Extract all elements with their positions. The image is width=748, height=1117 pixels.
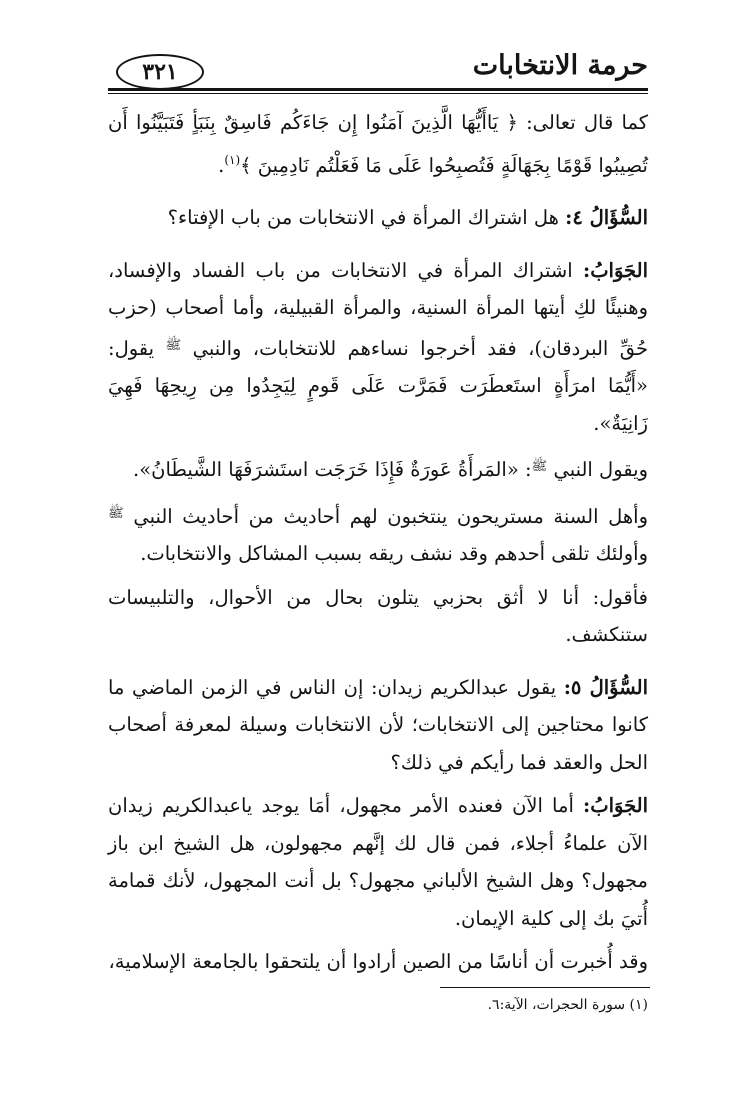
header-rule	[108, 88, 648, 91]
sunnah-text-2: وأولئك تلقى أحدهم وقد نشف ريقه بسبب المشاكل والانتخابات.	[140, 542, 648, 565]
honorific-icon: ﷺ	[165, 337, 182, 353]
question-4-text: هل اشتراك المرأة في الانتخابات من باب الإفتاء؟	[167, 206, 559, 229]
footnote-number: (١)	[629, 997, 648, 1013]
footnote-ref: (١)	[224, 152, 241, 167]
verse-text: كما قال تعالى: ﴿ يَاأَيُّهَا الَّذِينَ آمَنُوا إِن جَاءَكُم فَاسِقٌ بِنَبَأٍ فَتَبَيَّنُوا أَن تُصِيبُوا قَوْمًا بِجَهَالَةٍ فَتُصبِحُوا عَلَى مَا فَعَلْتُم نَادِمِينَ ﴾	[108, 111, 648, 177]
verse-paragraph	[108, 104, 648, 184]
aqul-paragraph: فأقول: أنا لا أثق بحزبي يتلون بحال من الأحوال، والتلبيسات ستنكشف.	[108, 585, 648, 646]
honorific-icon: ﷺ	[531, 459, 548, 474]
header-rule-thin	[108, 93, 648, 94]
answer-4-label: الجَوَابُ:	[583, 258, 648, 282]
hadith-intro: ويقول النبي	[553, 458, 648, 481]
answer-5-text: أما الآن فعنده الأمر مجهول، أمَا يوجد ياعبدالكريم زيدان الآن علماءُ أجلاء، فمن قال لك إنَّهم مجهولون، هل الشيخ ابن باز مجهول؟ وهل الشيخ الألباني مجهول؟ بل أنت المجهول، لأنك قمامة أُتيَ بك إلى كلية الإيمان.	[108, 794, 648, 930]
answer-4	[108, 252, 648, 443]
hadith-text: : «المَرأَةُ عَورَةٌ فَإِذَا خَرَجَت استَشرَفَهَا الشَّيطَانُ».	[133, 458, 532, 481]
answer-5	[108, 787, 648, 937]
footnote-text: سورة الحجرات، الآية:٦.	[487, 997, 626, 1013]
page-header	[108, 48, 648, 92]
answer-4-text-2: يقول: «أَيُّمَا امرَأَةٍ استَعطَرَت فَمَرَّت عَلَى قَومٍ لِيَجِدُوا مِن رِيحِهَا فَهِيَ زَانِيَةٌ».	[108, 336, 648, 435]
question-5-text: يقول عبدالكريم زيدان: إن الناس في الزمن الماضي ما كانوا محتاجين إلى الانتخابات؛ لأن الانتخابات وسيلة لمعرفة أصحاب الحل والعقد فما رأيكم في ذلك؟	[108, 675, 648, 774]
last-paragraph: وقد أُخبرت أن أناسًا من الصين أرادوا أن يلتحقوا بالجامعة الإسلامية،	[108, 950, 648, 973]
footnote-rule	[440, 987, 650, 988]
question-4	[108, 199, 648, 237]
sunnah-text-1: وأهل السنة مستريحون ينتخبون لهم أحاديث من أحاديث النبي	[133, 504, 648, 528]
question-5	[108, 669, 648, 782]
answer-5-label: الجَوَابُ:	[583, 794, 649, 817]
book-title: حرمة الانتخابات	[472, 50, 648, 81]
hadith-paragraph	[108, 448, 648, 489]
question-5-label: السُّؤَالُ ٥:	[563, 675, 648, 699]
sunnah-paragraph	[108, 495, 648, 573]
verse-end: .	[218, 153, 225, 177]
page-body	[108, 104, 648, 996]
page-number-badge	[116, 54, 204, 90]
honorific-icon: ﷺ	[108, 505, 124, 521]
question-4-label: السُّؤَالُ ٤:	[565, 206, 648, 229]
page-number: ٣٢١	[142, 59, 178, 85]
answer-4-text-1: اشتراك المرأة في الانتخابات من باب الفساد والإفساد، وهنيئًا لكِ أيتها المرأة السنية، والمرأة القبيلية، وأما أصحاب (حزب حُقِّ البردقان)، فقد أخرجوا نساءهم للانتخابات، والنبي	[108, 258, 649, 360]
footnote	[488, 997, 648, 1013]
